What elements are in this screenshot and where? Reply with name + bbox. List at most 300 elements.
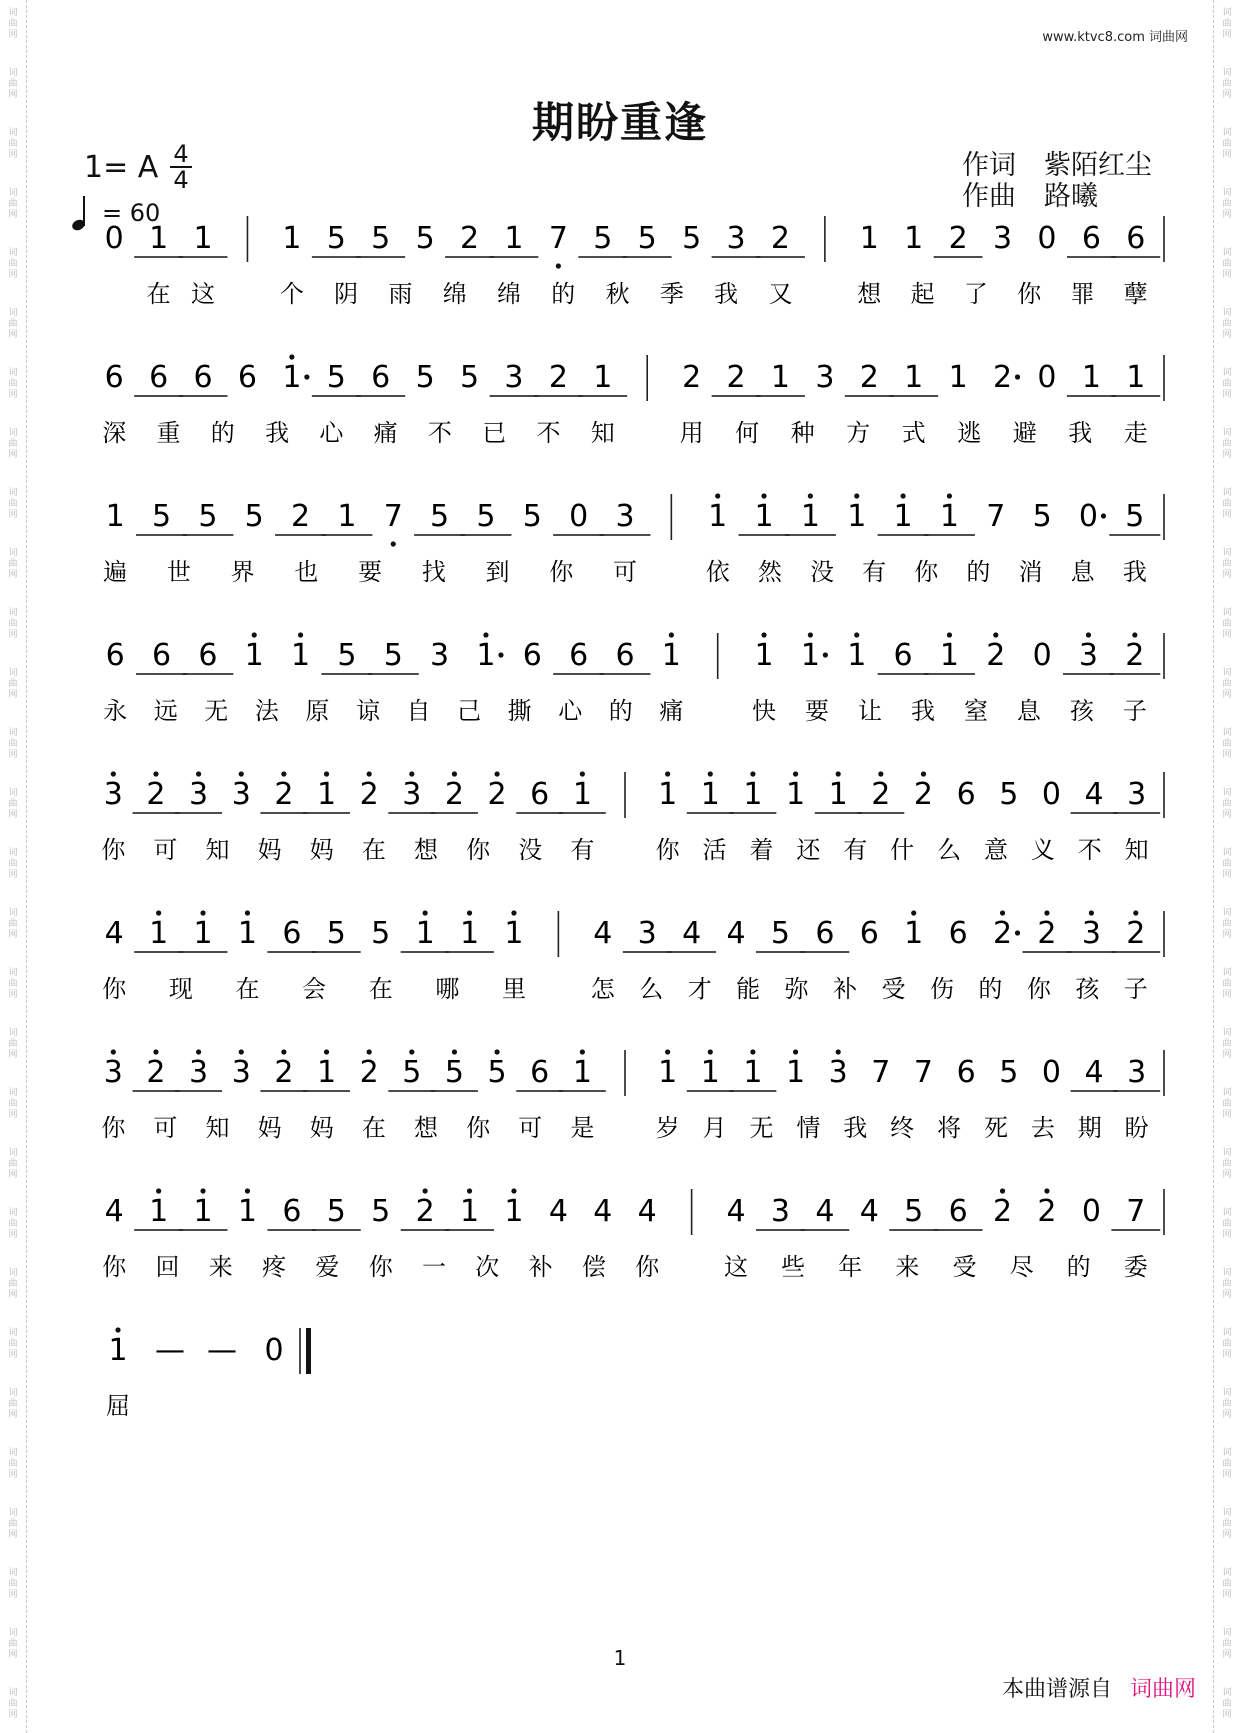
lyric-syllable: 季 (659, 280, 684, 308)
lyric-syllable: 又 (768, 280, 793, 308)
lyric-syllable: 的 (608, 697, 633, 725)
note-digit: 5 (326, 360, 346, 395)
octave-high-dot (153, 1049, 158, 1054)
lyric-syllable: 何 (735, 419, 760, 447)
note-digit: 6 (956, 777, 976, 812)
lyric-syllable: 想 (414, 1114, 439, 1142)
note-digit: 1 (108, 1333, 128, 1368)
watermark-mark: 词 曲 网 (8, 188, 18, 220)
note-digit: 3 (430, 638, 450, 673)
octave-high-dot (947, 493, 952, 498)
note-digit: 5 (198, 499, 218, 534)
note-digit: 6 (530, 777, 550, 812)
lyric-syllable: 痛 (659, 697, 684, 725)
note-digit: 6 (198, 638, 218, 673)
lyric-syllable: 孩 (1075, 975, 1100, 1003)
octave-high-dot (921, 771, 926, 776)
lyric-syllable: 孽 (1123, 280, 1148, 308)
note-digit: 6 (815, 916, 835, 951)
lyric-syllable: 谅 (355, 697, 380, 725)
octave-high-dot (367, 1049, 372, 1054)
lyric-syllable: 这 (724, 1253, 749, 1281)
note-digit: 5 (326, 916, 346, 951)
note-digit: 3 (1081, 916, 1101, 951)
lyric-syllable: 可 (153, 1114, 178, 1142)
octave-high-dot (111, 1049, 116, 1054)
lyric-syllable: 心 (558, 697, 583, 725)
note-digit: 3 (726, 221, 746, 256)
note-digit: 5 (487, 1055, 507, 1090)
note-digit: 0 (1037, 360, 1057, 395)
augmentation-dot (1015, 374, 1020, 379)
octave-high-dot (1000, 910, 1005, 915)
lyric-syllable: 可 (153, 836, 178, 864)
note-digit: 5 (337, 638, 357, 673)
lyric-syllable: 罪 (1070, 280, 1095, 308)
note-digit: 2 (859, 360, 879, 395)
lyric-syllable: 能 (736, 975, 761, 1003)
lyric-syllable: 有 (570, 836, 595, 864)
note-digit: 6 (948, 1194, 968, 1229)
watermark-mark: 词 曲 网 (8, 908, 18, 940)
lyric-syllable: 终 (890, 1114, 915, 1142)
lyric-syllable: 岁 (655, 1114, 680, 1142)
augmentation-dot (1101, 513, 1106, 518)
note-digit: 5 (999, 1055, 1019, 1090)
final-bar-line (306, 1328, 311, 1374)
note-digit: 7 (548, 221, 568, 256)
lyric-syllable: 想 (414, 836, 439, 864)
lyric-syllable: 遍 (103, 558, 128, 586)
lyric-syllable: 秋 (605, 280, 630, 308)
note-digit: 5 (415, 360, 435, 395)
note-digit: 1 (754, 499, 774, 534)
octave-high-dot (761, 493, 766, 498)
note-digit: 3 (103, 777, 123, 812)
note-digit: 5 (770, 916, 791, 951)
watermark-mark: 词 曲 网 (8, 368, 18, 400)
lyric-syllable: 快 (752, 697, 777, 725)
watermark-mark: 词 曲 网 (8, 8, 18, 40)
lyric-syllable: 己 (457, 697, 482, 725)
note-digit: 7 (871, 1055, 891, 1090)
octave-high-dot (1044, 1188, 1049, 1193)
note-digit: 1 (149, 916, 169, 951)
note-digit: 6 (522, 638, 542, 673)
note-digit: 3 (231, 1055, 251, 1090)
note-digit: 5 (459, 360, 480, 395)
lyric-syllable: 逃 (957, 419, 982, 447)
lyric-syllable: 我 (843, 1114, 868, 1142)
lyric-syllable: 怎 (590, 975, 615, 1003)
note-digit: 1 (337, 499, 357, 534)
lyric-syllable: 你 (101, 1114, 126, 1142)
watermark-mark: 词 曲 网 (8, 1208, 18, 1240)
lyric-syllable: 月 (702, 1114, 727, 1142)
note-digit: 3 (815, 360, 835, 395)
lyric-syllable: 去 (1030, 1114, 1055, 1142)
lyric-syllable: 受 (952, 1253, 977, 1281)
note-digit: 5 (1125, 499, 1145, 534)
octave-high-dot (467, 910, 472, 915)
octave-high-dot (298, 632, 303, 637)
note-digit: 1 (572, 1055, 592, 1090)
note-digit: 5 (444, 1055, 464, 1090)
octave-high-dot (808, 632, 813, 637)
watermark-mark: 词 曲 网 (1222, 1388, 1232, 1420)
note-digit: 0 (1041, 777, 1061, 812)
note-digit: 0 (1078, 499, 1099, 534)
watermark-mark: 词 曲 网 (8, 1628, 18, 1660)
watermark-mark: 词 曲 网 (8, 68, 18, 100)
note-digit: 1 (939, 638, 959, 673)
lyric-syllable: 这 (191, 280, 216, 308)
octave-high-dot (239, 771, 244, 776)
note-digit: 2 (992, 1194, 1013, 1229)
note-digit: 5 (1032, 499, 1052, 534)
note-digit: 1 (754, 638, 774, 673)
lyric-syllable: 么 (937, 836, 962, 864)
note-digit: 6 (282, 916, 302, 951)
lyric-syllable: 找 (421, 558, 446, 586)
note-digit: 6 (149, 360, 169, 395)
note-digit: 0 (104, 221, 124, 256)
lyric-syllable: 的 (966, 558, 991, 586)
lyric-syllable: 我 (265, 419, 290, 447)
lyric-syllable: 尽 (1009, 1253, 1034, 1281)
page-number: 1 (613, 1646, 627, 1670)
lyric-syllable: 用 (679, 419, 704, 447)
watermark-mark: 词 曲 网 (1222, 788, 1232, 820)
note-digit: 0 (569, 499, 589, 534)
lyric-syllable: 受 (881, 975, 906, 1003)
note-digit: 2 (726, 360, 746, 395)
lyric-syllable: 痛 (373, 419, 398, 447)
note-digit: 7 (1126, 1194, 1146, 1229)
watermark-mark: 词 曲 网 (1222, 968, 1232, 1000)
note-digit: 1 (904, 916, 924, 951)
lyric-syllable: 个 (279, 280, 304, 308)
augmentation-dot (1015, 930, 1020, 935)
note-digit: 4 (815, 1194, 835, 1229)
lyric-syllable: 你 (1026, 975, 1051, 1003)
octave-high-dot (252, 632, 257, 637)
note-digit: 2 (415, 1194, 435, 1229)
note-digit: 1 (658, 1055, 678, 1090)
note-digit: 4 (593, 1194, 613, 1229)
octave-high-dot (281, 771, 286, 776)
octave-high-dot (452, 1049, 457, 1054)
lyric-syllable: 盼 (1124, 1114, 1149, 1142)
note-digit: 6 (193, 360, 213, 395)
watermark-mark: 词 曲 网 (8, 1088, 18, 1120)
lyric-syllable: 想 (857, 280, 882, 308)
lyric-syllable: 我 (714, 280, 739, 308)
octave-high-dot (808, 493, 813, 498)
octave-high-dot (245, 910, 250, 915)
lyric-syllable: 委 (1123, 1253, 1148, 1281)
lyric-syllable: 绵 (442, 280, 467, 308)
lyric-syllable: 走 (1123, 419, 1148, 447)
note-digit: 2 (487, 777, 507, 812)
lyric-syllable: 已 (482, 419, 507, 447)
watermark-mark: 词 曲 网 (1222, 728, 1232, 760)
lyric-syllable: 在 (235, 975, 260, 1003)
composer-name: 路曦 (1044, 181, 1098, 212)
octave-high-dot (324, 1049, 329, 1054)
note-digit: 6 (1126, 221, 1146, 256)
note-digit: 1 (193, 916, 213, 951)
note-digit: 7 (913, 1055, 934, 1090)
lyric-syllable: 些 (781, 1253, 806, 1281)
octave-high-dot (665, 1049, 670, 1054)
lyric-syllable: 知 (205, 1114, 230, 1142)
watermark-mark: 词 曲 网 (1222, 608, 1232, 640)
lyric-syllable: 屈 (106, 1392, 130, 1420)
lyric-syllable: 来 (895, 1253, 920, 1281)
lyric-syllable: 我 (1068, 419, 1093, 447)
note-digit: 1 (459, 1194, 480, 1229)
lyric-syllable: 雨 (388, 280, 413, 308)
lyric-syllable: 界 (230, 558, 255, 586)
lyric-syllable: 远 (153, 697, 178, 725)
lyric-syllable: 避 (1012, 419, 1037, 447)
octave-high-dot (281, 1049, 286, 1054)
octave-high-dot (511, 1188, 516, 1193)
song-title: 期盼重逢 (531, 98, 708, 147)
note-digit: 1 (786, 1055, 806, 1090)
lyric-syllable: 的 (978, 975, 1003, 1003)
note-digit: 2 (459, 221, 480, 256)
note-digit: 4 (104, 1194, 124, 1229)
note-digit: 1 (939, 499, 959, 534)
octave-high-dot (1086, 632, 1091, 637)
watermark-mark: 词 曲 网 (8, 1268, 18, 1300)
watermark-mark: 词 曲 网 (1222, 368, 1232, 400)
note-digit: 0 (1041, 1055, 1061, 1090)
note-digit: 2 (1037, 1194, 1057, 1229)
octave-high-dot (1089, 910, 1094, 915)
octave-high-dot (423, 1188, 428, 1193)
watermark-mark: 词 曲 网 (1222, 1328, 1232, 1360)
lyric-syllable: 种 (790, 419, 815, 447)
octave-high-dot (750, 1049, 755, 1054)
lyric-syllable: 知 (590, 419, 615, 447)
note-digit: 1 (149, 221, 169, 256)
lyric-syllable: 的 (551, 280, 576, 308)
note-digit: 5 (999, 777, 1019, 812)
note-digit: 2 (146, 777, 166, 812)
watermark-mark: 词 曲 网 (1222, 1088, 1232, 1120)
note-digit: 5 (415, 221, 435, 256)
watermark-mark: 词 曲 网 (8, 608, 18, 640)
lyric-syllable: 消 (1018, 558, 1043, 586)
octave-high-dot (367, 771, 372, 776)
lyric-syllable: 年 (838, 1253, 863, 1281)
lyric-syllable: 你 (102, 975, 127, 1003)
note-digit: 1 (859, 221, 879, 256)
note-digit: 1 (904, 360, 924, 395)
lyric-syllable: 要 (805, 697, 830, 725)
watermark-mark: 词 曲 网 (1222, 68, 1232, 100)
octave-high-dot (200, 1188, 205, 1193)
octave-high-dot (580, 1049, 585, 1054)
lyric-syllable: 弥 (784, 975, 809, 1003)
note-digit: 1 (770, 360, 791, 395)
note-digit: 5 (326, 221, 346, 256)
lyric-syllable: 着 (749, 836, 774, 864)
tempo-value: = 60 (102, 199, 161, 227)
lyric-syllable: 式 (901, 419, 926, 447)
watermark-mark: 词 曲 网 (8, 428, 18, 460)
note-digit: 6 (237, 360, 258, 395)
octave-high-dot (878, 771, 883, 776)
note-digit: 1 (658, 777, 678, 812)
octave-high-dot (761, 632, 766, 637)
watermark-mark: 词 曲 网 (1222, 1028, 1232, 1060)
octave-high-dot (708, 1049, 713, 1054)
note-digit: 6 (859, 916, 879, 951)
octave-high-dot (239, 1049, 244, 1054)
lyric-syllable: 在 (361, 836, 386, 864)
lyric-syllable: 你 (635, 1253, 660, 1281)
watermark-mark: 词 曲 网 (1222, 128, 1232, 160)
lyric-syllable: 知 (205, 836, 230, 864)
octave-high-dot (715, 493, 720, 498)
octave-high-dot (467, 1188, 472, 1193)
octave-high-dot (854, 632, 859, 637)
lyric-syllable: 我 (1122, 558, 1147, 586)
octave-high-dot (196, 1049, 201, 1054)
lyric-syllable: 让 (857, 697, 882, 725)
watermark-mark: 词 曲 网 (1222, 1628, 1232, 1660)
watermark-mark: 词 曲 网 (1222, 188, 1232, 220)
lyric-syllable: 爱 (315, 1253, 340, 1281)
note-digit: 1 (572, 777, 592, 812)
lyric-syllable: 你 (466, 1114, 491, 1142)
lyric-syllable: 里 (501, 975, 526, 1003)
octave-high-dot (1133, 910, 1138, 915)
note-digit: 5 (402, 1055, 422, 1090)
octave-high-dot (483, 632, 488, 637)
note-digit: 1 (847, 499, 867, 534)
note-digit: 5 (904, 1194, 924, 1229)
note-digit: 3 (1078, 638, 1099, 673)
note-digit: 2 (146, 1055, 166, 1090)
note-digit: 2 (948, 221, 968, 256)
augmentation-dot (823, 652, 828, 657)
note-digit: 3 (828, 1055, 848, 1090)
note-digit: 2 (444, 777, 464, 812)
lyric-syllable: 意 (983, 836, 1008, 864)
note-digit: 1 (1126, 360, 1146, 395)
watermark-mark: 词 曲 网 (8, 1328, 18, 1360)
octave-low-dot (391, 541, 396, 546)
octave-high-dot (1000, 1188, 1005, 1193)
note-digit: 6 (948, 916, 968, 951)
note-digit: 1 (149, 1194, 169, 1229)
octave-high-dot (580, 771, 585, 776)
source-credit (1002, 1672, 1196, 1703)
note-digit: 3 (402, 777, 422, 812)
note-digit: 2 (871, 777, 891, 812)
note-digit: 3 (504, 360, 524, 395)
lyric-syllable: 方 (846, 419, 871, 447)
watermark-mark: 词 曲 网 (1222, 1688, 1232, 1720)
lyric-syllable: 不 (536, 419, 561, 447)
lyric-syllable: 是 (570, 1114, 595, 1142)
lyric-syllable: 你 (101, 836, 126, 864)
note-digit: 4 (548, 1194, 568, 1229)
source-brand[interactable]: 词曲网 (1129, 1677, 1196, 1702)
lyric-syllable: 心 (319, 419, 344, 447)
octave-high-dot (156, 1188, 161, 1193)
lyric-syllable: 偿 (581, 1253, 606, 1281)
note-digit: 1 (193, 1194, 213, 1229)
watermark-mark: 词 曲 网 (8, 788, 18, 820)
lyric-syllable: 依 (705, 558, 730, 586)
watermark-mark: 词 曲 网 (8, 1148, 18, 1180)
note-digit: 2 (1125, 638, 1145, 673)
note-digit: 1 (193, 221, 213, 256)
watermark-mark: 词 曲 网 (1222, 8, 1232, 40)
octave-high-dot (153, 771, 158, 776)
octave-high-dot (111, 771, 116, 776)
note-digit: 3 (189, 777, 209, 812)
note-digit: 5 (430, 499, 450, 534)
note-digit: 0 (1032, 638, 1052, 673)
octave-high-dot (289, 354, 294, 359)
time-signature-bottom: 4 (173, 166, 189, 194)
note-digit: 3 (992, 221, 1013, 256)
site-header[interactable]: www.ktvc8.com 词曲网 (1042, 30, 1188, 45)
lyric-syllable: 要 (358, 558, 383, 586)
note-digit: 1 (291, 638, 311, 673)
watermark-mark: 词 曲 网 (1222, 308, 1232, 340)
lyric-syllable: 将 (937, 1114, 962, 1142)
note-digit: 7 (383, 499, 403, 534)
lyric-syllable: 阴 (334, 280, 359, 308)
lyric-syllable: 一 (422, 1253, 447, 1281)
note-digit: 1 (237, 916, 258, 951)
octave-high-dot (708, 771, 713, 776)
lyric-syllable: 活 (702, 836, 727, 864)
note-digit: 1 (105, 499, 125, 534)
note-digit: 1 (847, 638, 867, 673)
octave-high-dot (196, 771, 201, 776)
lyric-syllable: 死 (983, 1114, 1008, 1142)
note-digit: 2 (359, 777, 379, 812)
augmentation-dot (304, 374, 309, 379)
watermark-mark: 词 曲 网 (8, 1688, 18, 1720)
lyric-syllable: 无 (749, 1114, 774, 1142)
octave-high-dot (245, 1188, 250, 1193)
watermark-mark: 词 曲 网 (8, 968, 18, 1000)
lyric-syllable: 你 (549, 558, 574, 586)
note-digit: 1 (316, 1055, 337, 1090)
note-digit: 2 (992, 916, 1013, 951)
octave-high-dot (911, 910, 916, 915)
octave-high-dot (900, 493, 905, 498)
watermark-mark: 词 曲 网 (8, 1568, 18, 1600)
note-digit: 2 (291, 499, 311, 534)
lyric-syllable: 起 (910, 280, 935, 308)
lyric-syllable: 有 (843, 836, 868, 864)
note-digit: 6 (151, 638, 172, 673)
note-digit: 1 (459, 916, 480, 951)
note-digit: 1 (593, 360, 613, 395)
watermark-mark: 词 曲 网 (8, 248, 18, 280)
